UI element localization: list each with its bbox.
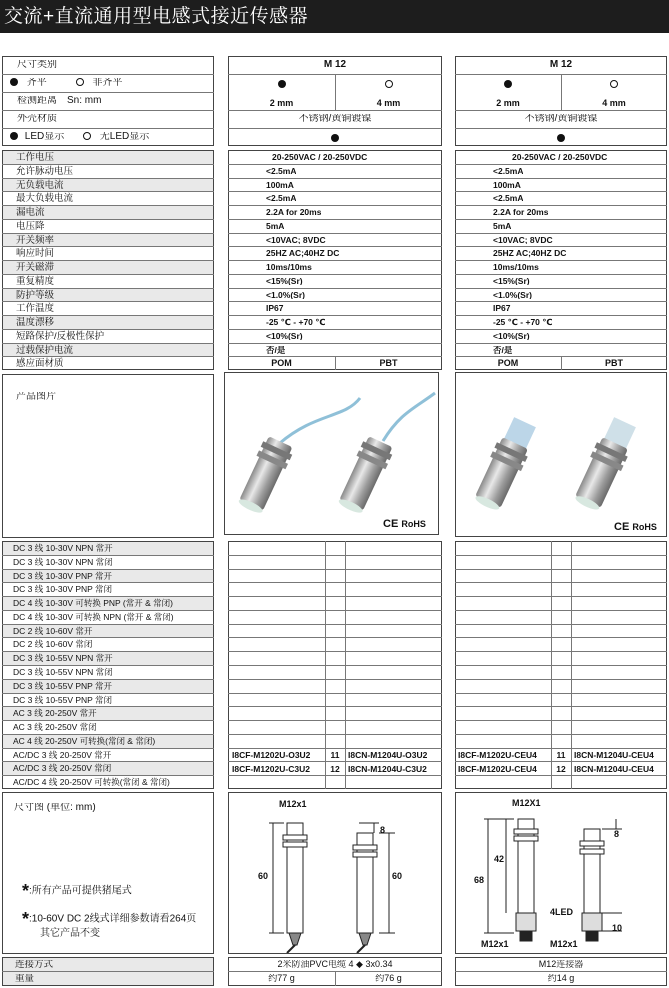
nonflush-dot-right bbox=[561, 79, 667, 88]
spec-value: <15%(Sr) bbox=[266, 276, 303, 286]
connection-cable: 2米防油PVC电缆 4 ◆ 3x0.34 bbox=[277, 960, 393, 969]
spec-value: <15%(Sr) bbox=[493, 276, 530, 286]
thread-m12x1-right: M12X1 bbox=[512, 799, 541, 808]
face-material-pom-left: POM bbox=[271, 359, 292, 368]
spec-value: 2.2A for 20ms bbox=[266, 208, 322, 217]
output-type-label: AC 4 线 20-250V 可转换(常闭 & 常闭) bbox=[3, 735, 213, 748]
connection-m12: M12连接器 bbox=[538, 960, 584, 969]
spec-value: -25 ℃ - +70 ℃ bbox=[493, 318, 553, 327]
sensing-distance-label: 检测距离 Sn: mm bbox=[17, 96, 102, 106]
spec-label: 工作温度 bbox=[16, 303, 55, 315]
dimension-drawing-label: 尺寸图 (单位: mm) bbox=[14, 803, 96, 813]
spec-value: 20-250VAC / 20-250VDC bbox=[272, 153, 368, 162]
output-type-label: AC 3 线 20-250V 常开 bbox=[3, 707, 213, 720]
open-dot-icon bbox=[385, 80, 393, 88]
nonflush-dot-left bbox=[335, 79, 442, 88]
model-flush-acdc-nc-right: I8CF-M1202U-CEU4 bbox=[458, 765, 537, 774]
sensor-cable-photo bbox=[225, 373, 438, 534]
spec-value: <10VAC; 8VDC bbox=[493, 235, 553, 244]
spec-value: IP67 bbox=[266, 304, 284, 313]
spec-value: <2.5mA bbox=[493, 166, 524, 176]
model-flush-acdc-no-left: I8CF-M1202U-O3U2 bbox=[232, 751, 311, 760]
spec-value: 100mA bbox=[266, 180, 294, 189]
spec-label: 电压降 bbox=[16, 220, 45, 232]
spec-value: <1.0%(Sr) bbox=[493, 290, 532, 299]
dim-68-right: 68 bbox=[474, 876, 485, 885]
size-m12-right: M 12 bbox=[549, 60, 573, 70]
spec-value: 5mA bbox=[493, 221, 512, 231]
wiring-12-right: 12 bbox=[556, 765, 566, 774]
output-type-label: DC 3 线 10-55V PNP 常开 bbox=[3, 680, 213, 693]
housing-material-label: 外壳材质 bbox=[17, 114, 57, 124]
output-type-label: AC/DC 3 线 20-250V 常闭 bbox=[3, 762, 213, 775]
connector-thread-left: M12x1 bbox=[481, 940, 509, 949]
filled-dot-icon bbox=[504, 80, 512, 88]
face-material-pom-right: POM bbox=[497, 359, 519, 368]
spec-label: 无负载电流 bbox=[3, 179, 213, 192]
size-category-label: 尺寸类别 bbox=[17, 60, 57, 70]
connection-label: 连接方式 bbox=[15, 960, 54, 970]
model-nonflush-acdc-no-left: I8CN-M1204U-O3U2 bbox=[348, 751, 428, 760]
flush-dot-left bbox=[228, 79, 335, 88]
output-type-label: DC 2 线 10-60V 常开 bbox=[3, 625, 213, 638]
spec-label: 开关频率 bbox=[3, 234, 213, 247]
dim-8-left: 8 bbox=[380, 826, 386, 835]
output-type-label: AC/DC 3 线 20-250V 常开 bbox=[13, 749, 112, 760]
spec-value: <10VAC; 8VDC bbox=[266, 235, 326, 244]
model-flush-acdc-no-right: I8CF-M1202U-CEU4 bbox=[458, 751, 537, 760]
weight-76g: 约76 g bbox=[375, 974, 402, 983]
housing-right: 不锈钢/黄铜镀镍 bbox=[524, 114, 598, 124]
housing-left: 不锈钢/黄铜镀镍 bbox=[298, 114, 372, 124]
sensor-connector-photo bbox=[456, 373, 666, 536]
model-flush-acdc-nc-left: I8CF-M1202U-C3U2 bbox=[232, 765, 310, 774]
spec-value: 否/是 bbox=[266, 345, 286, 354]
wiring-11-left: 11 bbox=[330, 751, 340, 760]
output-type-label: DC 3 线 10-30V PNP 常闭 bbox=[13, 584, 113, 595]
ce-rohs-mark-right: CE RoHS bbox=[614, 521, 657, 533]
led-dot-right bbox=[455, 133, 667, 142]
spec-label: 开关磁滞 bbox=[3, 261, 213, 274]
spec-label: 短路保护/反极性保护 bbox=[16, 330, 105, 342]
connector-thread-right: M12x1 bbox=[550, 940, 578, 949]
ce-rohs-mark-left: CE RoHS bbox=[383, 518, 426, 530]
led-count-label: 4LED bbox=[550, 908, 574, 917]
output-type-label: DC 3 线 10-55V NPN 常开 bbox=[3, 652, 213, 665]
page-title: 交流+直流通用型电感式接近传感器 bbox=[0, 0, 669, 33]
distance-2mm-left: 2 mm bbox=[269, 99, 294, 108]
weight-14g: 约14 g bbox=[547, 974, 575, 983]
spec-label: 感应面材质 bbox=[16, 358, 64, 370]
spec-value: 10ms/10ms bbox=[493, 263, 539, 272]
spec-label: 过载保护电流 bbox=[3, 344, 213, 357]
wiring-12-left: 12 bbox=[330, 765, 340, 774]
open-dot-icon bbox=[610, 80, 618, 88]
spec-label: 允许脉动电压 bbox=[16, 165, 74, 177]
spec-value: 5mA bbox=[266, 221, 285, 231]
spec-label: 工作电压 bbox=[3, 151, 213, 164]
model-nonflush-acdc-no-right: I8CN-M1204U-CEU4 bbox=[574, 751, 654, 760]
spec-label: 温度漂移 bbox=[3, 316, 213, 329]
note-pigtail: *:所有产品可提供猪尾式 bbox=[22, 881, 132, 901]
filled-dot-icon bbox=[278, 80, 286, 88]
dimension-drawing-connector bbox=[456, 793, 666, 953]
output-type-label: DC 4 线 10-30V 可转换 PNP (常开 & 常闭) bbox=[3, 597, 213, 610]
output-type-label: DC 3 线 10-55V PNP 常闭 bbox=[13, 694, 113, 705]
note-2wire: *:10-60V DC 2线式详细参数请看264页 其它产品不变 bbox=[22, 909, 197, 939]
spec-label: 重复精度 bbox=[16, 275, 55, 287]
weight-label: 重量 bbox=[15, 974, 35, 984]
filled-dot-icon bbox=[557, 134, 565, 142]
led-option: LED显示 无LED显示 bbox=[10, 132, 210, 142]
spec-value: <2.5mA bbox=[266, 194, 297, 203]
model-nonflush-acdc-nc-right: I8CN-M1204U-CEU4 bbox=[574, 765, 654, 774]
spec-value: <2.5mA bbox=[493, 194, 524, 203]
flush-dot-right bbox=[455, 79, 561, 88]
thread-m12x1-left: M12x1 bbox=[279, 800, 307, 809]
filled-dot-icon bbox=[10, 78, 18, 86]
face-material-pbt-left: PBT bbox=[379, 359, 398, 368]
spec-value: 25HZ AC;40HZ DC bbox=[266, 249, 340, 258]
spec-value: <10%(Sr) bbox=[266, 331, 303, 341]
output-type-label: DC 4 线 10-30V 可转换 NPN (常开 & 常闭) bbox=[13, 611, 174, 622]
distance-2mm-right: 2 mm bbox=[496, 99, 520, 108]
spec-value: 10ms/10ms bbox=[266, 263, 312, 272]
open-dot-icon bbox=[76, 78, 84, 86]
spec-value: <10%(Sr) bbox=[493, 331, 530, 341]
weight-77g: 约77 g bbox=[268, 974, 295, 983]
dim-8-right: 8 bbox=[614, 830, 620, 839]
output-type-label: AC 3 线 20-250V 常闭 bbox=[13, 722, 97, 733]
dim-60-left-b: 60 bbox=[392, 872, 403, 881]
model-nonflush-acdc-nc-left: I8CN-M1204U-C3U2 bbox=[348, 765, 427, 774]
wiring-11-right: 11 bbox=[556, 751, 566, 760]
product-photo-label: 产品图片 bbox=[16, 392, 56, 402]
spec-value: -25 ℃ - +70 ℃ bbox=[266, 318, 326, 327]
spec-value: 25HZ AC;40HZ DC bbox=[493, 249, 567, 258]
output-type-label: DC 3 线 10-55V NPN 常闭 bbox=[13, 667, 113, 678]
spec-label: 漏电流 bbox=[3, 206, 213, 219]
filled-dot-icon bbox=[331, 134, 339, 142]
led-dot-left bbox=[228, 133, 442, 142]
distance-4mm-left: 4 mm bbox=[376, 99, 401, 108]
size-m12-left: M 12 bbox=[323, 60, 347, 70]
spec-label: 响应时间 bbox=[16, 248, 55, 260]
dim-42-right: 42 bbox=[494, 855, 505, 864]
output-type-label: DC 3 线 10-30V NPN 常闭 bbox=[13, 556, 113, 567]
spec-value: IP67 bbox=[493, 304, 511, 313]
flush-option: 齐平 非齐平 bbox=[10, 78, 210, 88]
spec-value: 2.2A for 20ms bbox=[493, 208, 549, 217]
spec-value: <2.5mA bbox=[266, 166, 297, 176]
dim-10-right: 10 bbox=[612, 924, 623, 933]
dim-60-left-a: 60 bbox=[258, 872, 269, 881]
output-type-label: DC 3 线 10-30V NPN 常开 bbox=[3, 542, 213, 555]
filled-dot-icon bbox=[10, 132, 18, 140]
output-type-label: DC 3 线 10-30V PNP 常开 bbox=[3, 570, 213, 583]
distance-4mm-right: 4 mm bbox=[602, 99, 626, 108]
open-dot-icon bbox=[83, 132, 91, 140]
spec-value: 20-250VAC / 20-250VDC bbox=[512, 153, 608, 162]
spec-value: <1.0%(Sr) bbox=[266, 290, 305, 299]
output-type-label: DC 2 线 10-60V 常闭 bbox=[13, 639, 93, 650]
spec-value: 否/是 bbox=[493, 345, 513, 354]
spec-label: 最大负载电流 bbox=[16, 193, 74, 205]
face-material-pbt-right: PBT bbox=[605, 359, 623, 368]
output-type-label: AC/DC 4 线 20-250V 可转换(常闭 & 常闭) bbox=[13, 777, 170, 788]
spec-value: 100mA bbox=[493, 180, 521, 189]
spec-label: 防护等级 bbox=[3, 289, 213, 302]
